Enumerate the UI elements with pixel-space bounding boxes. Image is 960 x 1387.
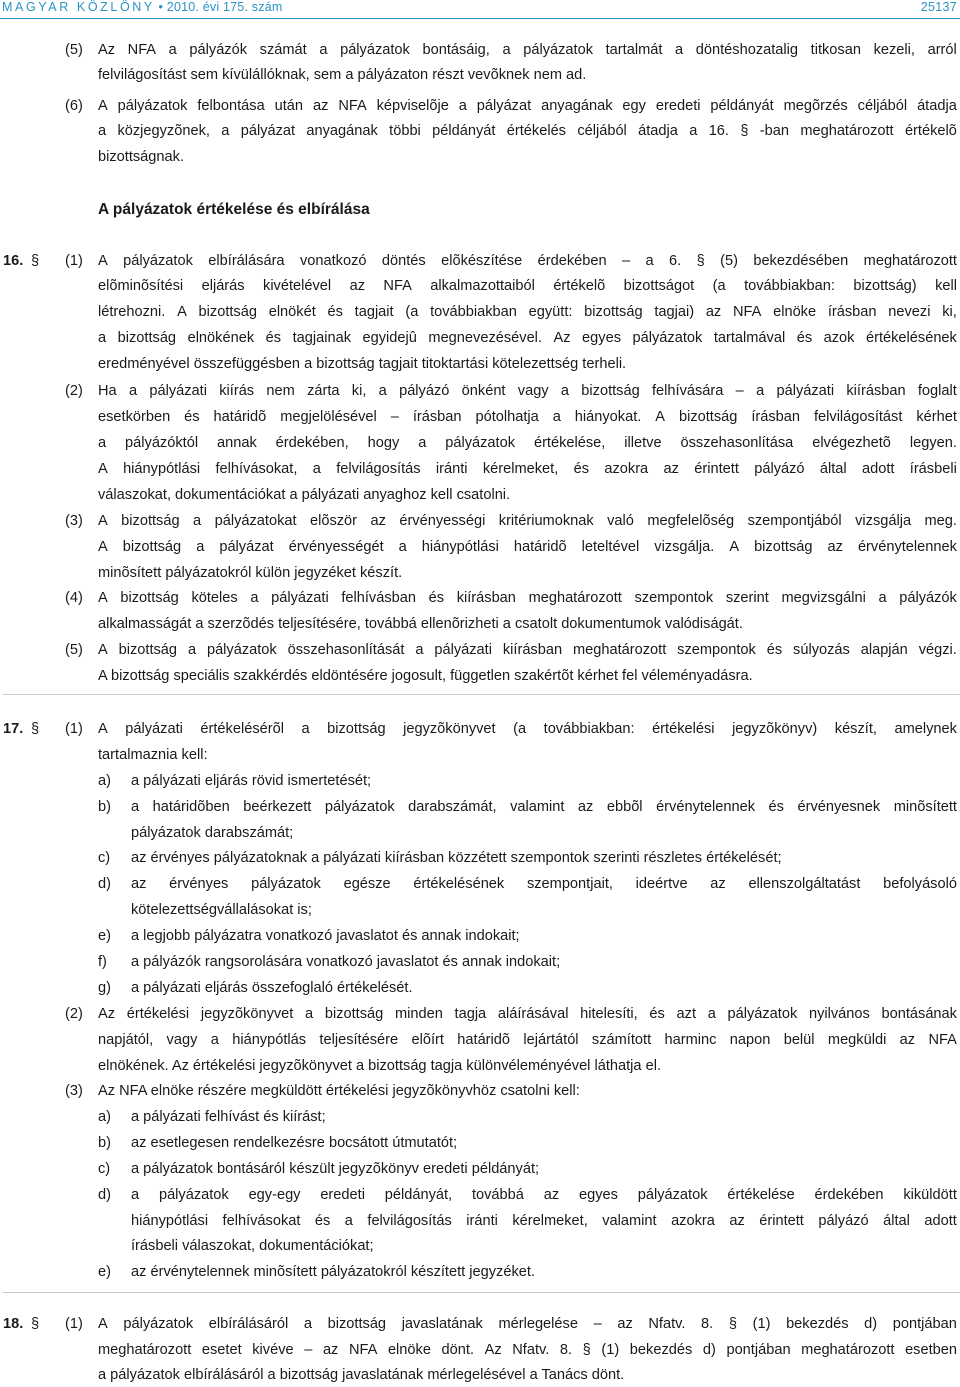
paragraph-number: (5) xyxy=(65,42,83,58)
paragraph-number: (6) xyxy=(65,98,83,114)
text-line: A bizottság a pályázat érvényességét a hiánypótlási határidõ leteltével vizsgálja. A bizottság az érvénytelennek xyxy=(98,539,957,555)
section-number: 17. xyxy=(3,721,24,737)
text-line: az érvényes pályázatoknak a pályázati kiírásban közzétett szempontok szerinti részletes értékelését; xyxy=(131,850,782,866)
list-item-label: a) xyxy=(98,773,111,789)
text-line: válaszokat, dokumentációkat a pályázati anyaghoz kell csatolni. xyxy=(98,487,511,503)
text-line: A pályázatok értékelése és elbírálása xyxy=(98,201,370,218)
text-line: A bizottság speciális szakkérdés eldöntésére jogosult, független szakértõt kérhet fel véleményadásra. xyxy=(98,668,753,684)
text-line: alkalmasságát a szerzõdés teljesítésére, továbbá ellenõrizheti a csatolt dokumentumok valódiságát. xyxy=(98,616,743,632)
list-item-label: d) xyxy=(98,876,111,892)
text-line: a pályázatok bontásáról készült jegyzõkönyv eredeti példányát; xyxy=(131,1161,540,1177)
text-line: minõsített pályázatokról külön jegyzéket készít. xyxy=(98,565,403,581)
text-line: írásbeli válaszokat, dokumentációkat; xyxy=(131,1238,374,1254)
text-line: elõminõsítési eljárás kivételével az NFA alkalmazottaiból értékelõ bizottságot (a továbbiakban: bizottság) kell xyxy=(98,278,957,294)
text-line: az érvénytelennek minõsített pályázatokról készített jegyzéket. xyxy=(131,1264,535,1280)
paragraph-number: (4) xyxy=(65,590,83,606)
text-line: pályázatok darabszámát; xyxy=(131,825,294,841)
text-line: létrehozni. A bizottság elnökét és tagjait (a továbbiakban együtt: bizottság tagjai) az NFA elnöke írásban nevezi ki, xyxy=(98,304,957,320)
journal-title: MAGYAR KÖZLÖNY xyxy=(2,0,155,14)
list-item-label: d) xyxy=(98,1187,111,1203)
text-line: a közjegyzõnek, a pályázat anyagának többi példányát értékelés céljából átadja a 16. § -ban meghatározott értékelõ xyxy=(98,123,957,139)
text-line: A bizottság a pályázatokat elõször az érvényességi kritériumoknak való megfelelõség szempontjából vizsgálja meg. xyxy=(98,513,957,529)
text-line: elnökének. Az értékelési jegyzõkönyvet a bizottság tagja különvéleményével láthatja el. xyxy=(98,1058,662,1074)
text-line: kötelezettségvállalásokat is; xyxy=(131,902,312,918)
text-line: felvilágosítást sem kívülállóknak, sem a pályázaton részt vevõknek nem ad. xyxy=(98,67,587,83)
text-line: esetkörben és határidõ megjelölésével – írásban pótolhatja a hiányokat. A bizottság írásban felvilágosítást kérhet xyxy=(98,409,957,425)
text-line: Az értékelési jegyzõkönyvet a bizottság minden tagja aláírásával hitelesíti, és azt a pályázatok nyilvános bontásának xyxy=(98,1006,957,1022)
text-line: Az NFA a pályázók számát a pályázatok bontásáig, a pályázatok tartalmát a döntéshozatalig titkosan kezeli, arról xyxy=(98,42,957,58)
text-line: eredményével összefüggésben a bizottság tagjait titoktartási kötelezettség terheli. xyxy=(98,356,627,372)
text-line: a pályázatok egy-egy eredeti példányát, továbbá az egyes pályázatok értékelése érdekében kiküldött xyxy=(131,1187,957,1203)
section-symbol: § xyxy=(31,721,40,737)
paragraph-number: (1) xyxy=(65,721,83,737)
paragraph-number: (3) xyxy=(65,1083,83,1099)
text-line: A bizottság a pályázatok összehasonlítását a pályázati kiírásban meghatározott szempontok és súlyozás alapján végzi. xyxy=(98,642,957,658)
text-line: az érvényes pályázatok egésze értékelésének szempontjait, ideértve az ellenszolgáltatást befolyásoló xyxy=(131,876,957,892)
text-line: A pályázati értékelésérõl a bizottság jegyzõkönyvet (a továbbiakban: értékelési jegyzõkönyv) készít, amelynek xyxy=(98,721,957,737)
text-line: A pályázatok elbírálásáról a bizottság javaslatának mérlegelése – az Nfatv. 8. § (1) bekezdés d) pontjában xyxy=(98,1316,957,1332)
text-line: meghatározott esetet kivéve – az NFA elnöke dönt. Az Nfatv. 8. § (1) bekezdés d) pontjában meghatározott esetben xyxy=(98,1342,957,1358)
text-line: Ha a pályázati kiírás nem zárta ki, a pályázó önként vagy a bizottság felhívására – a pályázati kiírásban foglalt xyxy=(98,383,957,399)
text-line: a határidõben beérkezett pályázatok darabszámát, valamint az ebbõl érvénytelennek és érvényesnek minõsített xyxy=(131,799,957,815)
text-line: tartalmaznia kell: xyxy=(98,747,208,763)
text-line: napjától, vagy a hiánypótlás teljesítésére elõírt határidõ lejártától számított harminc napon belül megküldi az NFA xyxy=(98,1032,957,1048)
paragraph-number: (3) xyxy=(65,513,83,529)
header-rule xyxy=(0,18,960,19)
page-header xyxy=(0,0,960,20)
list-item-label: a) xyxy=(98,1109,111,1125)
list-item-label: c) xyxy=(98,850,111,866)
paragraph-number: (2) xyxy=(65,383,83,399)
paragraph-number: (1) xyxy=(65,253,83,269)
section-divider xyxy=(3,1292,960,1293)
section-symbol: § xyxy=(31,253,40,269)
text-line: az esetlegesen rendelkezésre bocsátott útmutatót; xyxy=(131,1135,458,1151)
list-item-label: c) xyxy=(98,1161,111,1177)
text-line: a pályázatok elbírálásáról a bizottság javaslatának mérlegelésével a Tanács dönt. xyxy=(98,1367,625,1383)
section-number: 18. xyxy=(3,1316,24,1332)
text-line: A hiánypótlási felhívásokat, a felvilágosítás iránti kérelmeket, és azokra az érintett pályázó által adott írásbeli xyxy=(98,461,957,477)
section-number: 16. xyxy=(3,253,24,269)
text-line: A pályázatok felbontása után az NFA képviselõje a pályázat anyagának egy eredeti példányát megõrzés céljából átadja xyxy=(98,98,957,114)
list-item-label: e) xyxy=(98,1264,111,1280)
text-line: a legjobb pályázatra vonatkozó javaslatot és annak indokait; xyxy=(131,928,520,944)
text-line: A pályázatok elbírálására vonatkozó döntés elõkészítése érdekében – a 6. § (5) bekezdésében meghatározott xyxy=(98,253,957,269)
text-line: a bizottság elnökének és tagjainak egyidejû megnevezésével. Az egyes pályázatok tartalmával és azok értékelésének xyxy=(98,330,957,346)
issue-info: • 2010. évi 175. szám xyxy=(158,0,283,14)
list-item-label: b) xyxy=(98,799,111,815)
list-item-label: b) xyxy=(98,1135,111,1151)
text-line: bizottságnak. xyxy=(98,149,184,165)
list-item-label: g) xyxy=(98,980,111,996)
text-line: a pályázóktól annak érdekében, hogy a pályázatok értékelése, illetve összehasonlítása elvégezhetõ legyen. xyxy=(98,435,957,451)
section-symbol: § xyxy=(31,1316,40,1332)
text-line: Az NFA elnöke részére megküldött értékelési jegyzõkönyvhöz csatolni kell: xyxy=(98,1083,580,1099)
paragraph-number: (2) xyxy=(65,1006,83,1022)
journal-header xyxy=(2,0,282,14)
text-line: A bizottság köteles a pályázati felhívásban és kiírásban meghatározott szempontok szerint megvizsgálni a pályázók xyxy=(98,590,957,606)
page-number: 25137 xyxy=(920,0,957,14)
text-line: a pályázati felhívást és kiírást; xyxy=(131,1109,326,1125)
list-item-label: e) xyxy=(98,928,111,944)
text-line: a pályázók rangsorolására vonatkozó javaslatot és annak indokait; xyxy=(131,954,561,970)
paragraph-number: (5) xyxy=(65,642,83,658)
paragraph-number: (1) xyxy=(65,1316,83,1332)
text-line: hiánypótlási felhívásokat és a felvilágosítás iránti kérelmeket, valamint azokra az érintett pályázó által adott xyxy=(131,1213,957,1229)
text-line: a pályázati eljárás összefoglaló értékelését. xyxy=(131,980,413,996)
section-divider xyxy=(3,694,960,695)
list-item-label: f) xyxy=(98,954,107,970)
text-line: a pályázati eljárás rövid ismertetését; xyxy=(131,773,372,789)
